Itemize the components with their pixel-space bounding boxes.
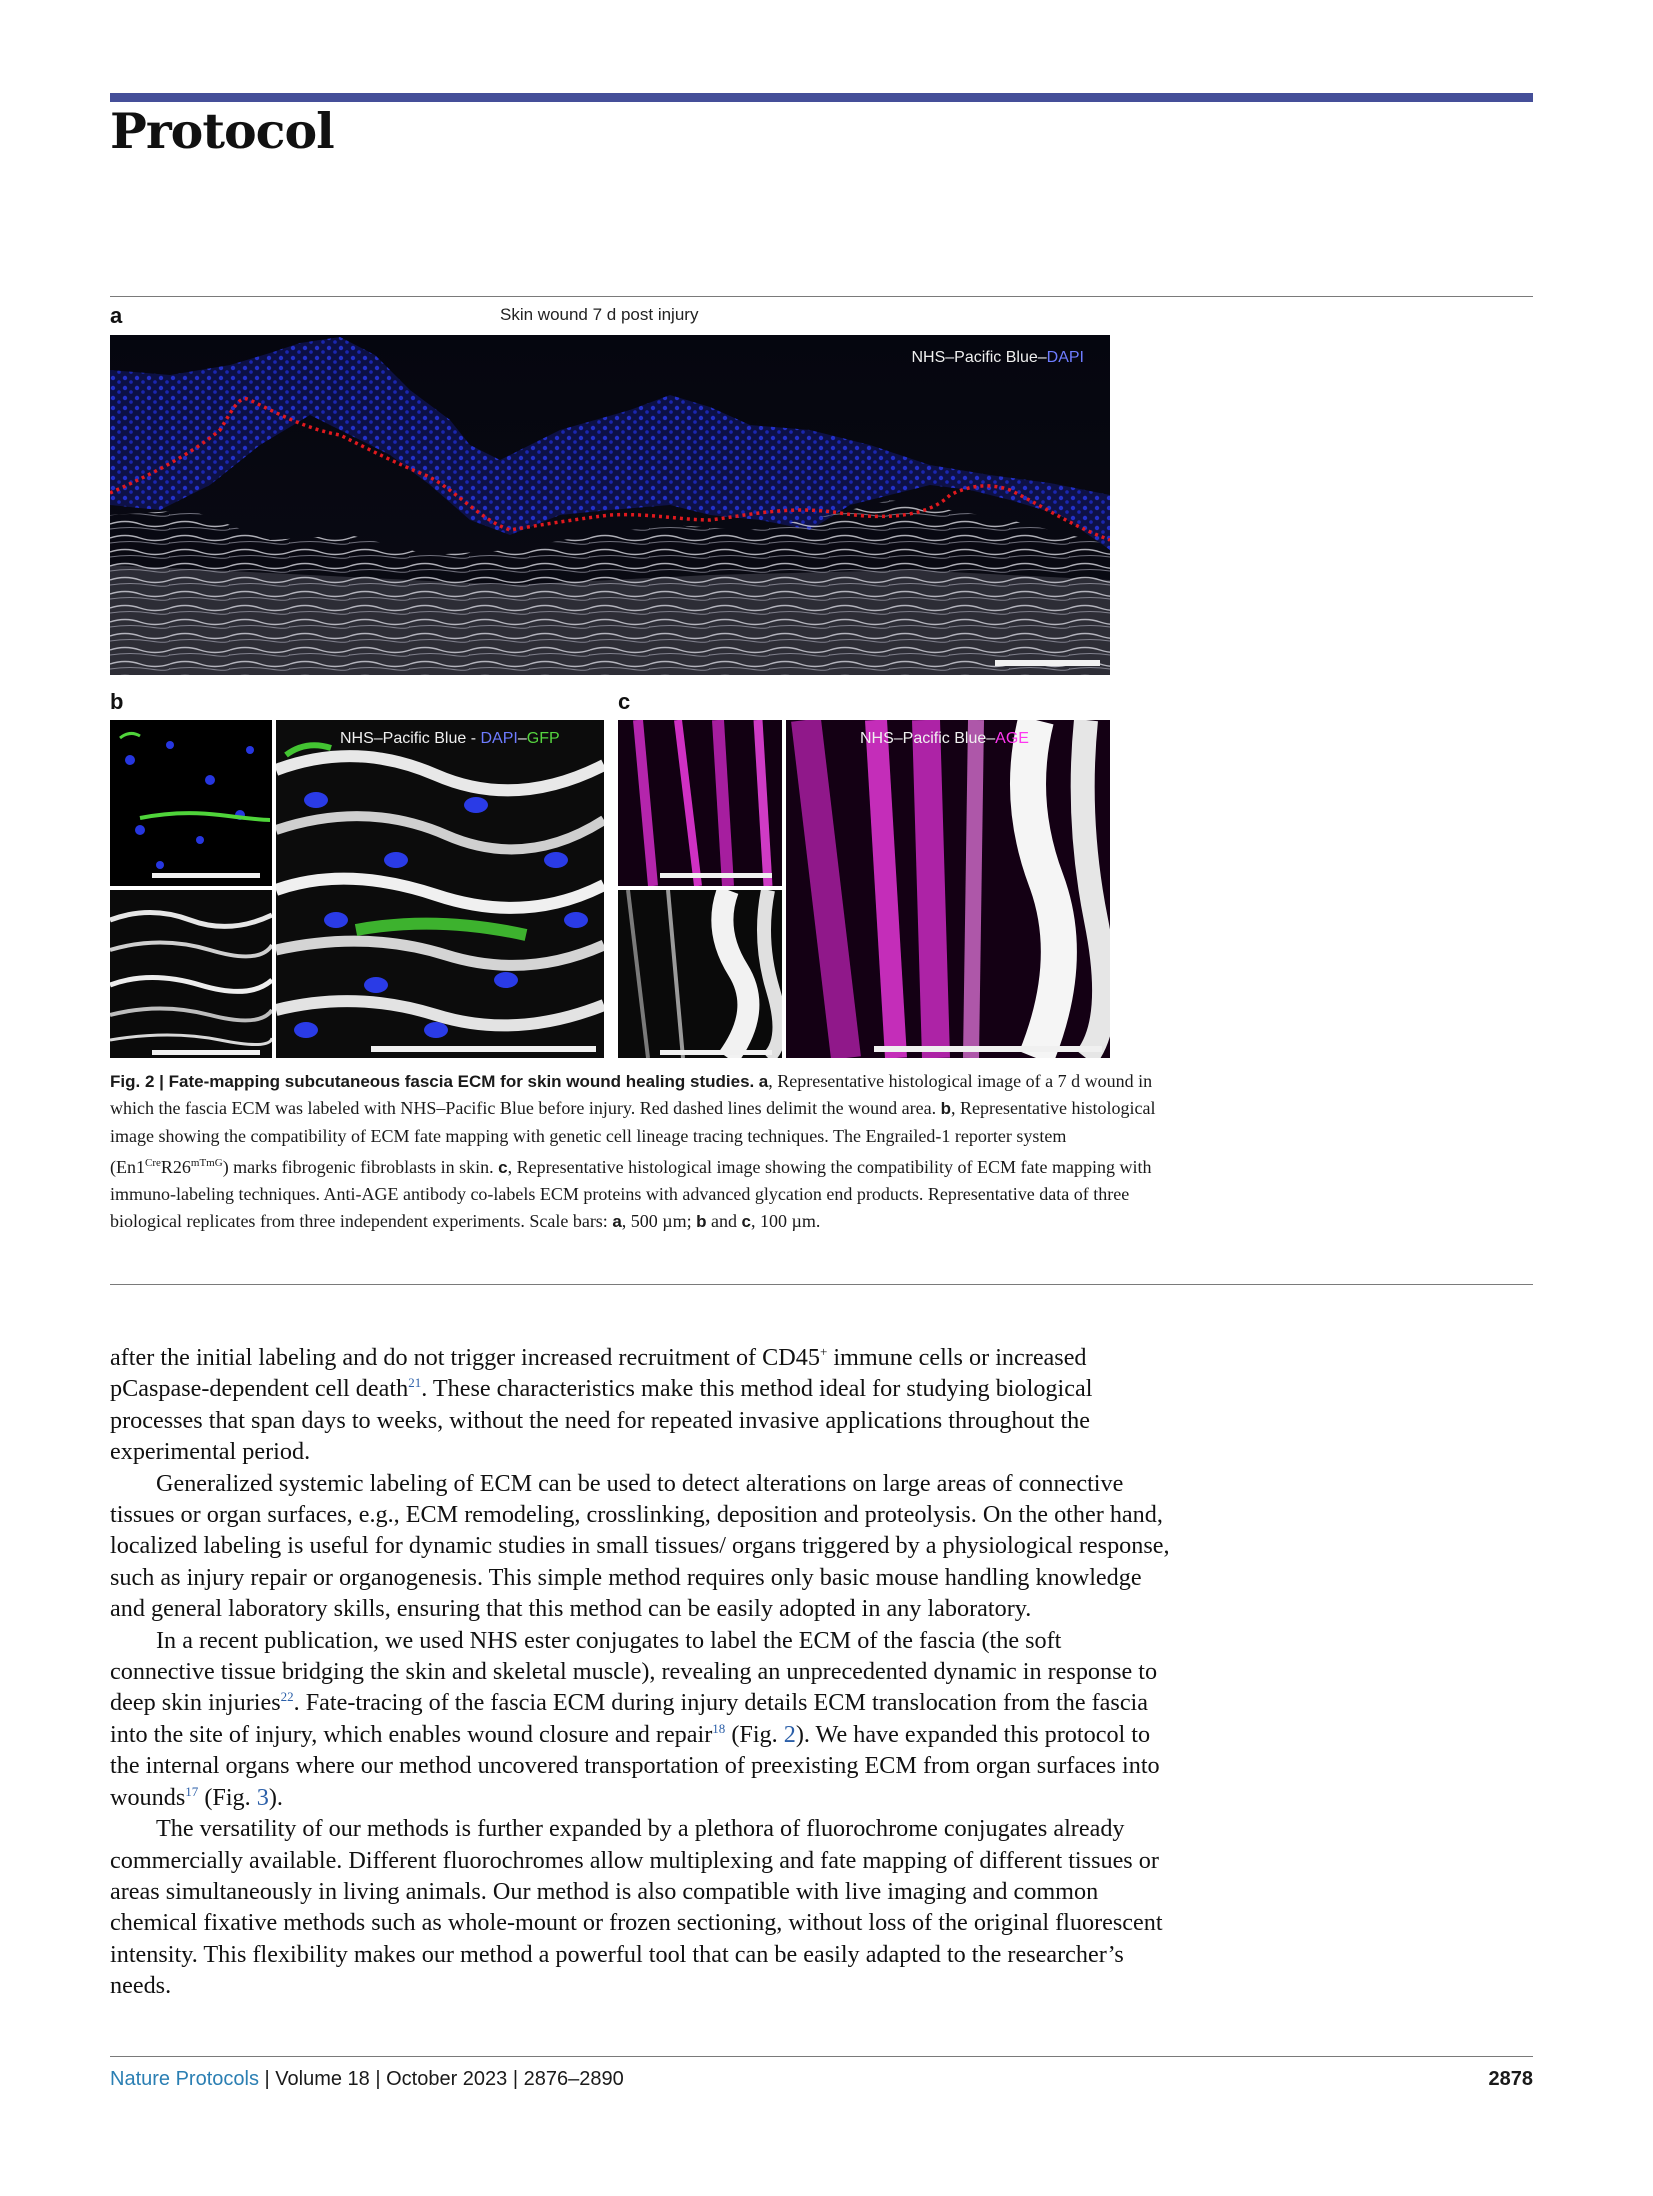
ref-17-link[interactable]: 17 <box>185 1783 199 1799</box>
panel-a-title: Skin wound 7 d post injury <box>500 305 699 324</box>
panel-c-main-image <box>786 720 1110 1058</box>
ref-18-link[interactable]: 18 <box>712 1720 726 1736</box>
panel-c-inset-ecm <box>618 890 782 1058</box>
paragraph-2: Generalized systemic labeling of ECM can be used to detect alterations on large areas of connective tissues or organ surfaces, e.g., ECM remodeling, crosslinking, deposition and proteolysis. On the other hand, localized labeling is useful for dynamic studies in small tissues/ organs triggered by a physiological response, such as injury repair or organogenesis. This simple method requires only basic mouse handling knowledge and general laboratory skills, ensuring that this method can be easily adopted in any laboratory. <box>110 1469 1170 1623</box>
ref-22-link[interactable]: 22 <box>280 1689 294 1705</box>
panel-b-stain-label: NHS–Pacific Blue - DAPI–GFP <box>340 730 560 747</box>
paragraph-1: after the initial labeling and do not trigger increased recruitment of CD45+ immune cells or increased pCaspase-dependent cell death$^{21}$. These characteristics make this method ideal for studying biological processes that span days to weeks, without the need for repeated invasive applications throughout the experimental period. <box>110 1344 1093 1466</box>
panel-a-image <box>110 335 1110 675</box>
page-number: 2878 <box>1488 2068 1533 2090</box>
header-accent-bar <box>110 93 1533 102</box>
panel-a-stain-label: NHS–Pacific Blue–DAPI <box>911 349 1084 366</box>
panel-c-stain-label: NHS–Pacific Blue–AGE <box>860 730 1029 747</box>
paragraph-4: The versatility of our methods is further expanded by a plethora of fluorochrome conjugates already commercially available. Different fluorochromes allow multiplexing and fate mapping of different tissues or areas simultaneously in living animals. Our method is also compatible with live imaging and common chemical fixative methods such as whole-mount or frozen sectioning, without loss of the original fluorescent intensity. This flexibility makes our method a powerful tool that can be easily adapted to the researcher’s needs. <box>110 1815 1163 2000</box>
panel-b-main-image <box>276 720 604 1058</box>
figure-caption: Fig. 2 | Fate-mapping subcutaneous fascia ECM for skin wound healing studies. a, Representative histological image of a 7 d wound in which the fascia ECM was labeled with NHS–Pacific Blue before injury. Red dashed lines delimit the wound area. b, Representative histological image showing the compatibility of ECM fate mapping with genetic cell lineage tracing techniques. The Engrailed-1 reporter system $(En1^{Cre}R26^{mTmG})$ marks fibrogenic fibroblasts in skin. c, Representative histological image showing the compatibility of ECM fate mapping with immuno-labeling techniques. Anti-AGE antibody co-labels ECM proteins with advanced glycation end products. Representative data of three biological replicates from three independent experiments. Scale bars: a, 500 µm; b and c, 100 µm. <box>110 1071 1156 1232</box>
issue-info: | Volume 18 | October 2023 | 2876–2890 <box>258 2068 624 2090</box>
journal-name-link[interactable]: Nature Protocols <box>110 2068 259 2090</box>
fig-3-link[interactable]: 3 <box>256 1783 269 1811</box>
figure-bottom-rule <box>110 1284 1533 1285</box>
panel-b-label: b <box>110 689 124 714</box>
page-footer <box>110 2068 1533 2091</box>
panel-a-label: a <box>110 303 123 328</box>
body-text <box>110 1342 1170 2002</box>
panel-c-label: c <box>618 689 631 714</box>
paragraph-3: In a recent publication, we used NHS ester conjugates to label the ECM of the fascia (the soft connective tissue bridging the skin and skeletal muscle), revealing an unprecedented dynamic in response to deep skin injuries$^{22}$. Fate-tracing of the fascia ECM during injury details ECM translocation from the fascia into the site of injury, which enables wound closure and repair$^{18}$ (Fig. 2). We have expanded this protocol to the internal organs where our method uncovered transportation of preexisting ECM from organ surfaces into wounds$^{17}$ (Fig. 3). <box>110 1626 1160 1811</box>
ref-21-link[interactable]: 21 <box>408 1375 422 1391</box>
panel-b-inset-gfp <box>110 720 272 886</box>
panel-c-inset-age <box>618 720 782 886</box>
panel-b-inset-ecm <box>110 890 272 1058</box>
fig-2-link[interactable]: 2 <box>783 1720 796 1748</box>
footer-rule <box>110 2056 1533 2057</box>
section-title: Protocol <box>110 102 334 160</box>
figure-top-rule <box>110 296 1533 297</box>
